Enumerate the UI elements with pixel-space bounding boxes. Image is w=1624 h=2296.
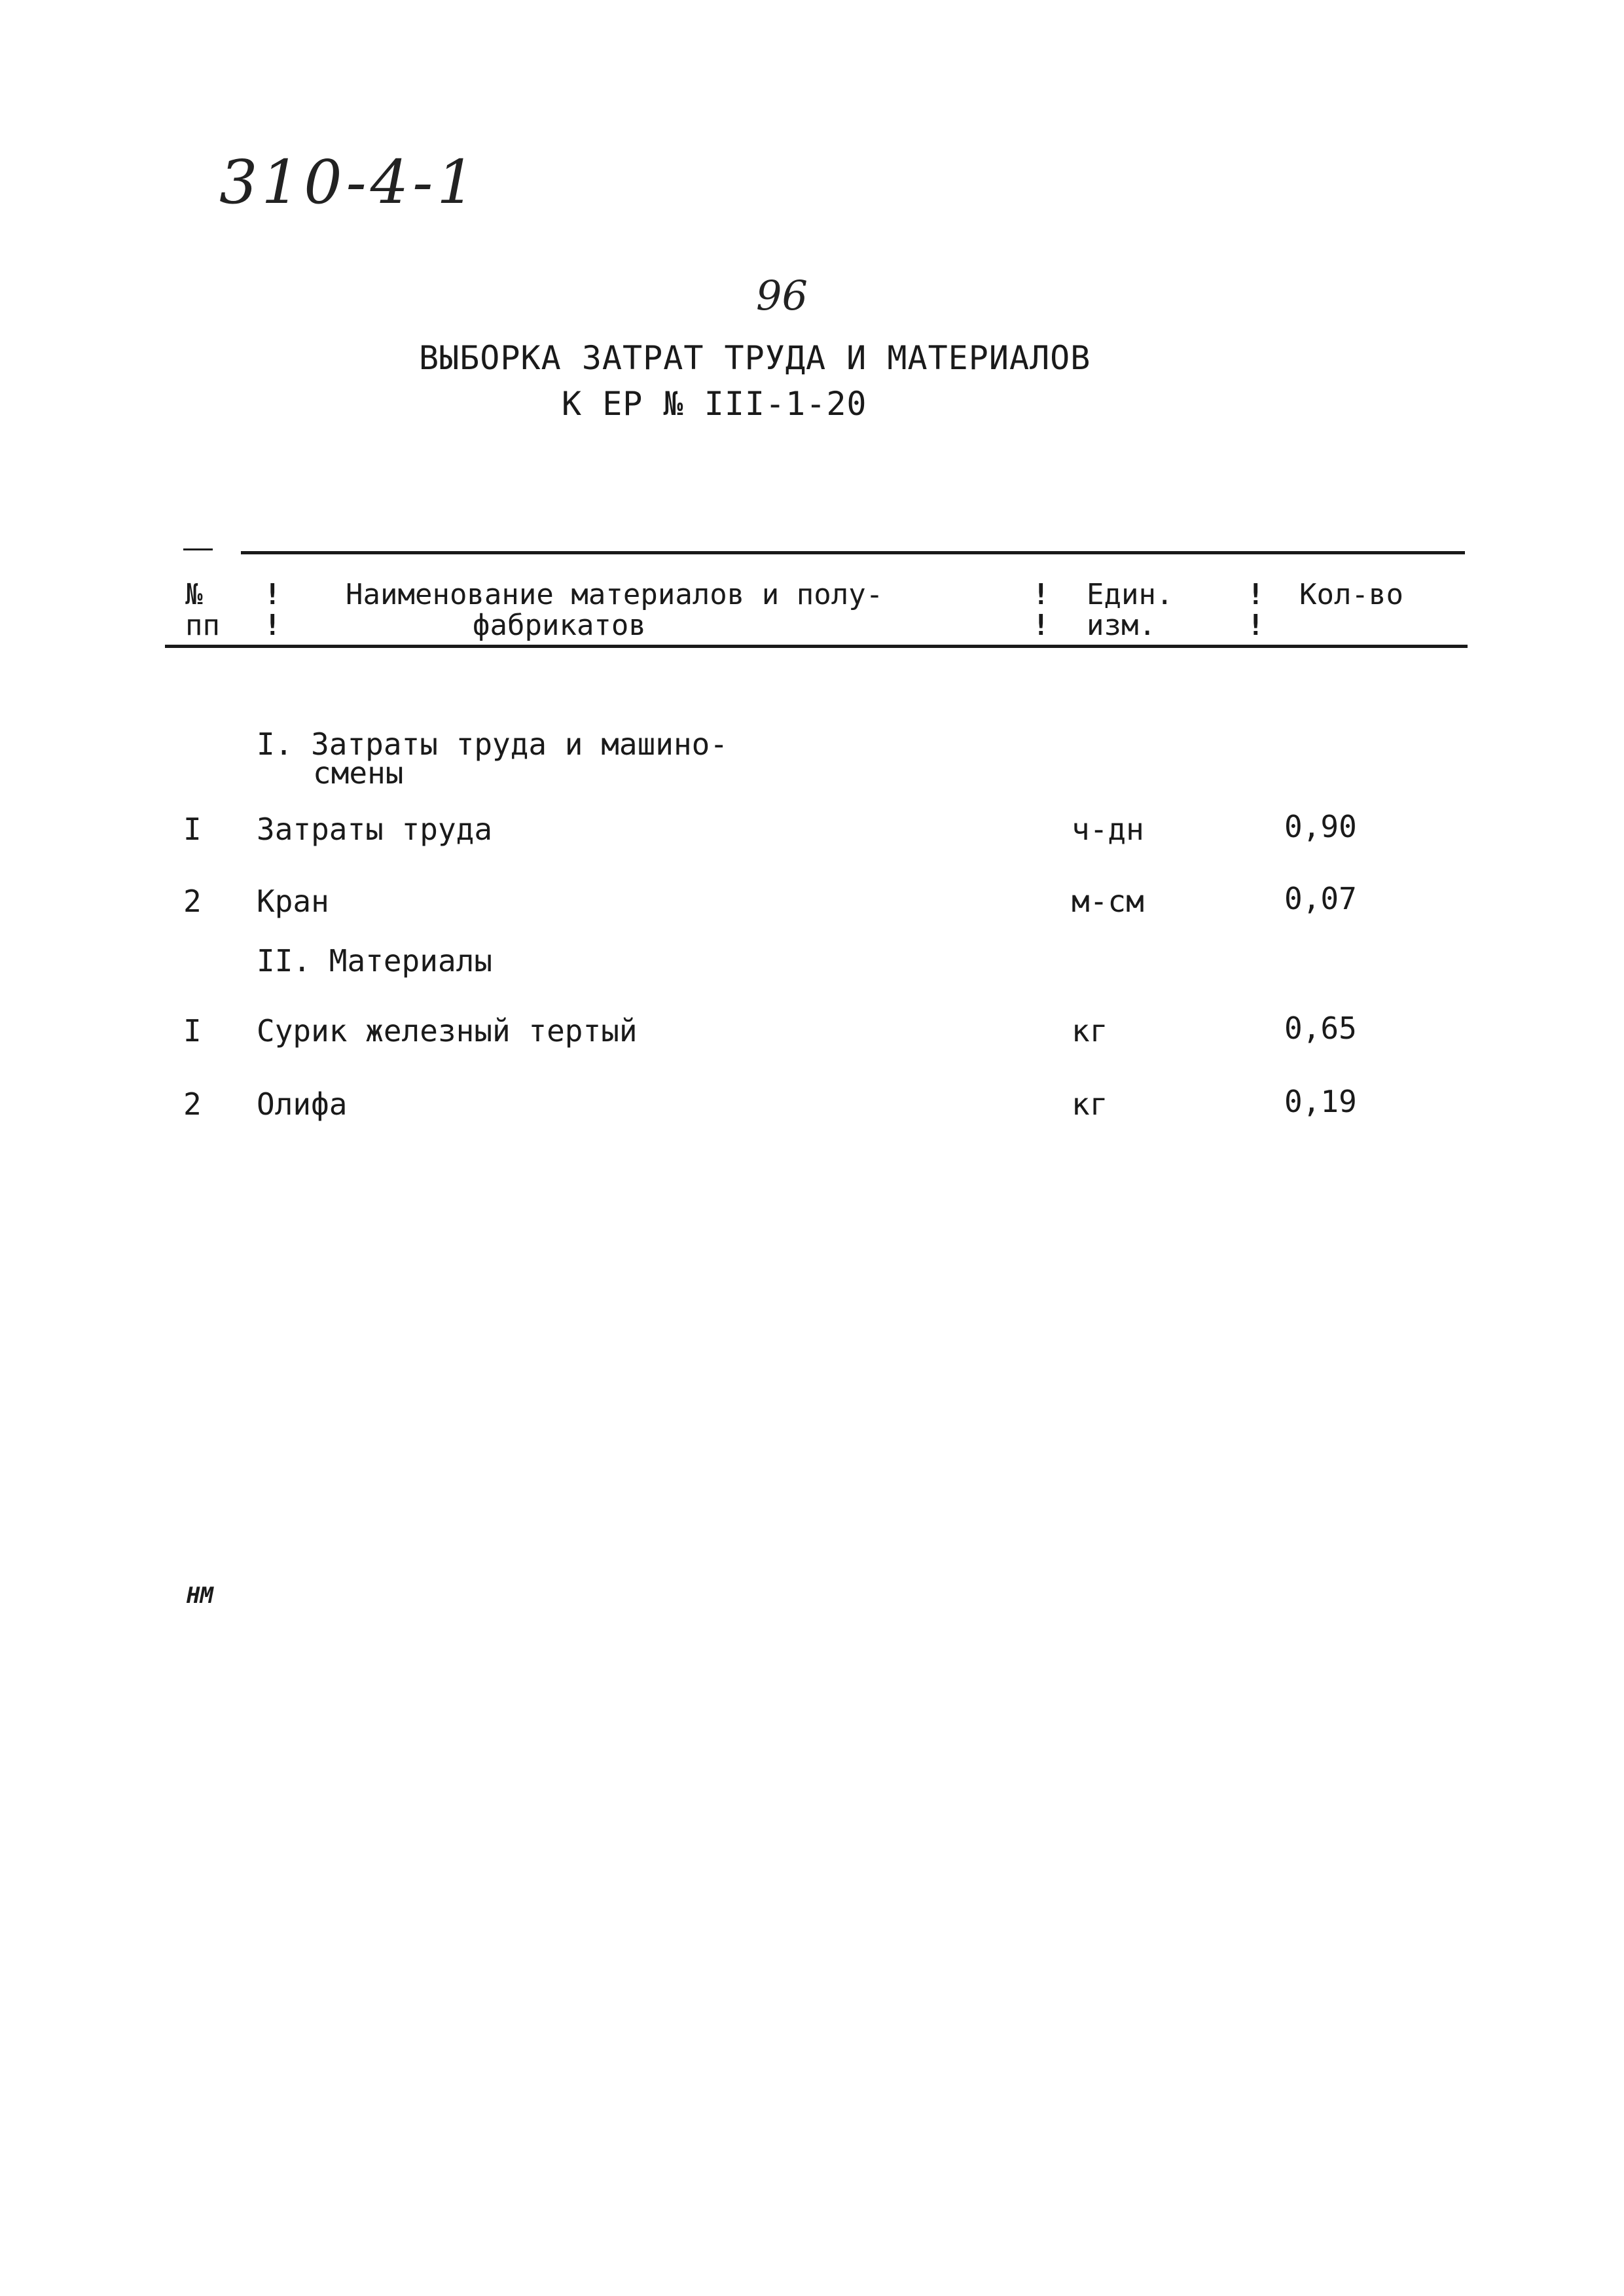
row-qty: 0,07: [1284, 881, 1357, 916]
column-separator: !: [1247, 578, 1265, 611]
row-unit: кг: [1072, 1013, 1108, 1049]
table-header-rule: [165, 645, 1468, 648]
header-unit-label-2: изм.: [1087, 609, 1156, 642]
row-qty: 0,65: [1284, 1011, 1357, 1046]
section-title: I. Затраты труда и машино-: [257, 726, 729, 762]
header-num-label-2: пп: [185, 609, 220, 642]
row-number: 2: [183, 1086, 202, 1122]
row-name: Кран: [257, 884, 329, 919]
column-separator: !: [1032, 609, 1050, 642]
row-unit: кг: [1072, 1086, 1108, 1122]
header-name-label-2: фабрикатов: [473, 609, 646, 642]
column-separator: !: [264, 609, 281, 642]
section-title-2: смены: [313, 755, 404, 791]
document-code: 310-4-1: [219, 147, 479, 217]
row-number: 2: [183, 884, 202, 919]
header-name-label: Наименование материалов и полу-: [346, 578, 884, 611]
table-top-rule: [241, 551, 1465, 554]
row-number: I: [183, 812, 202, 847]
row-number: I: [183, 1013, 202, 1049]
column-separator: !: [264, 578, 281, 611]
document-title: ВЫБОРКА ЗАТРАТ ТРУДА И МАТЕРИАЛОВ: [419, 339, 1091, 377]
document-subtitle: К ЕР № III-1-20: [562, 385, 867, 423]
column-separator: !: [1032, 578, 1050, 611]
row-unit: ч-дн: [1072, 812, 1144, 847]
row-qty: 0,90: [1284, 809, 1357, 844]
row-name: Сурик железный тертый: [257, 1013, 638, 1049]
section-title: II. Материалы: [257, 943, 493, 978]
column-separator: !: [1247, 609, 1265, 642]
footer-initials: НМ: [187, 1583, 213, 1609]
table-top-rule-short: [183, 548, 213, 550]
page-number: 96: [756, 272, 808, 319]
row-unit: м-см: [1072, 884, 1144, 919]
header-num-label: №: [185, 578, 203, 611]
header-unit-label: Един.: [1087, 578, 1174, 611]
row-qty: 0,19: [1284, 1084, 1357, 1119]
header-qty-label: Кол-во: [1299, 578, 1403, 611]
row-name: Олифа: [257, 1086, 348, 1122]
row-name: Затраты труда: [257, 812, 493, 847]
